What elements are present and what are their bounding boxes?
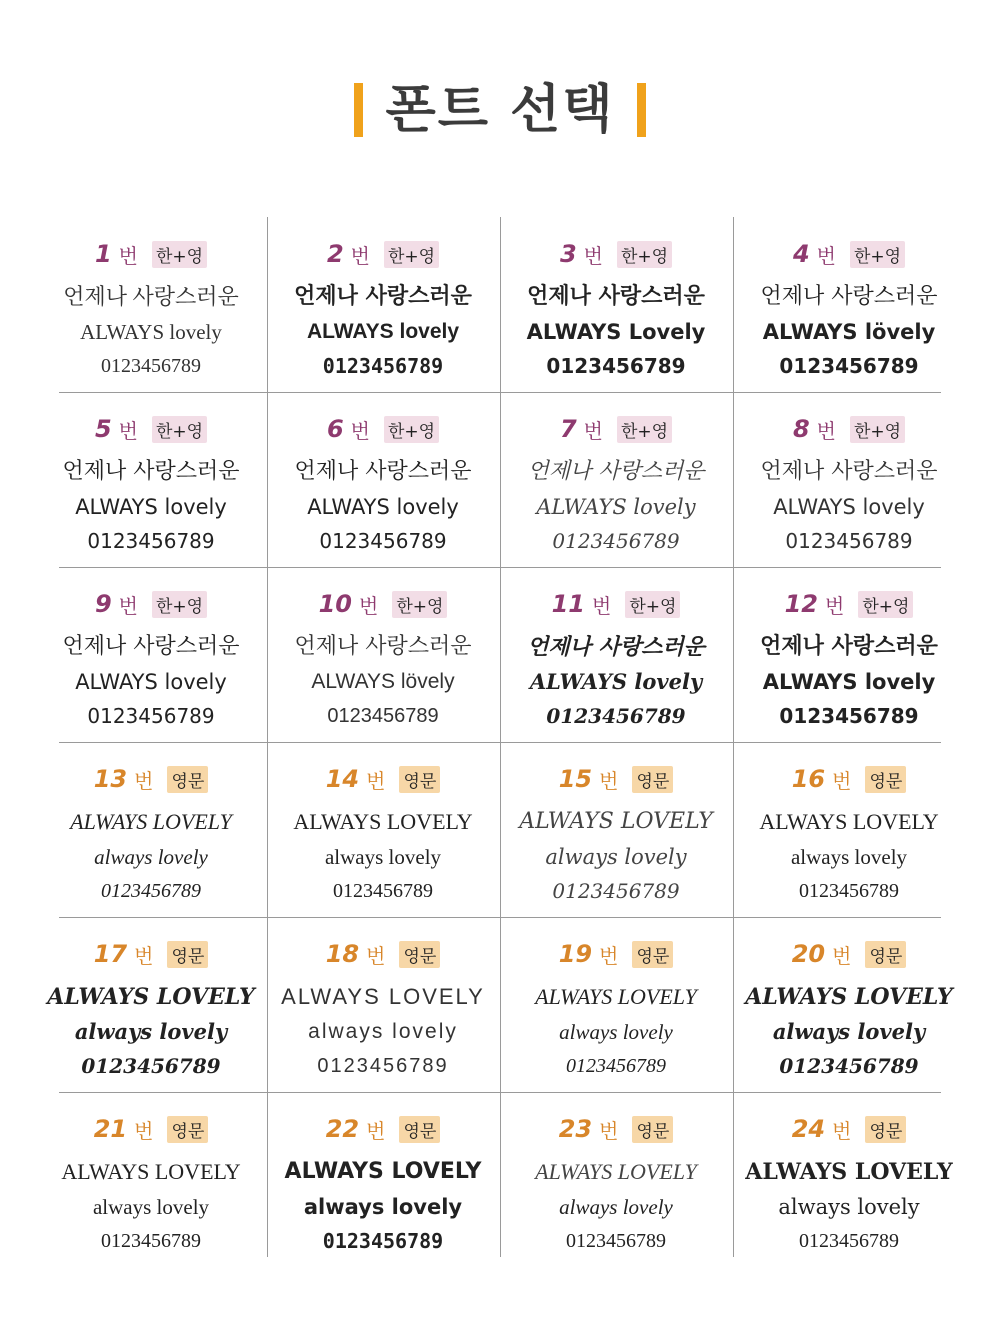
sample-line-2: always lovely xyxy=(559,1020,673,1044)
column-divider xyxy=(733,217,734,1257)
font-option-17[interactable] xyxy=(35,917,267,1092)
font-number-unit: 번 xyxy=(118,593,138,618)
sample-line-2: always lovely xyxy=(772,1019,926,1044)
sample-line-3: 0123456789 xyxy=(87,704,215,728)
sample-line-1: ALWAYS LOVELY xyxy=(519,809,713,834)
font-type-badge: 영문 xyxy=(632,766,673,793)
font-option-19[interactable] xyxy=(500,917,732,1092)
sample-line-1: ALWAYS LOVELY xyxy=(535,1159,697,1184)
font-option-14[interactable] xyxy=(267,742,499,917)
font-number: 21 xyxy=(93,1115,128,1143)
font-type-badge: 영문 xyxy=(399,766,440,793)
font-type-badge: 영문 xyxy=(399,941,440,968)
font-number: 11 xyxy=(551,590,585,618)
font-option-header xyxy=(327,239,439,269)
font-number: 14 xyxy=(325,765,360,793)
font-number-unit: 번 xyxy=(583,243,603,268)
font-number: 18 xyxy=(325,940,360,968)
font-option-1[interactable] xyxy=(35,217,267,392)
sample-line-1: 언제나 사랑스러운 xyxy=(527,634,705,660)
sample-line-3: 0123456789 xyxy=(552,529,680,553)
sample-line-1: 언제나 사랑스러운 xyxy=(527,459,705,484)
font-option-header xyxy=(94,939,209,969)
font-type-badge: 한+영 xyxy=(152,591,207,618)
font-number: 22 xyxy=(325,1115,360,1143)
font-number: 15 xyxy=(558,765,593,793)
sample-line-2: always lovely xyxy=(303,1195,463,1219)
font-number: 19 xyxy=(558,940,593,968)
font-type-badge: 한+영 xyxy=(858,591,913,618)
sample-line-1: 언제나 사랑스러운 xyxy=(760,634,938,659)
sample-line-3: 0123456789 xyxy=(319,529,447,553)
sample-line-3: 0123456789 xyxy=(566,1230,666,1252)
font-number-unit: 번 xyxy=(832,943,852,968)
font-option-10[interactable] xyxy=(267,567,499,742)
sample-line-3: 0123456789 xyxy=(322,1229,444,1253)
sample-line-2: ALWAYS lovely xyxy=(75,670,227,694)
sample-line-1: ALWAYS LOVELY xyxy=(745,1159,953,1185)
font-option-header xyxy=(552,589,681,619)
sample-line-1: 언제나 사랑스러운 xyxy=(62,459,240,484)
sample-line-3: 0123456789 xyxy=(327,705,439,727)
font-number: 17 xyxy=(93,940,128,968)
font-option-13[interactable] xyxy=(35,742,267,917)
font-number: 1 xyxy=(94,240,112,268)
sample-line-3: 0123456789 xyxy=(779,354,919,378)
font-number: 3 xyxy=(559,240,577,268)
sample-line-1: ALWAYS LOVELY xyxy=(47,984,255,1010)
font-option-header xyxy=(792,1114,907,1144)
font-type-badge: 한+영 xyxy=(617,416,672,443)
font-option-4[interactable] xyxy=(733,217,965,392)
sample-line-1: ALWAYS LOVELY xyxy=(61,1159,241,1184)
sample-line-2: always lovely xyxy=(790,845,908,869)
font-number-unit: 번 xyxy=(118,243,138,268)
sample-line-3: 0123456789 xyxy=(779,704,919,728)
font-number-unit: 번 xyxy=(366,1118,386,1143)
font-type-badge: 영문 xyxy=(632,1116,673,1143)
sample-line-3: 0123456789 xyxy=(101,880,201,902)
font-number-unit: 번 xyxy=(350,243,370,268)
font-type-badge: 한+영 xyxy=(152,416,207,443)
font-option-6[interactable] xyxy=(267,392,499,567)
font-number-unit: 번 xyxy=(824,593,845,618)
font-option-header xyxy=(95,589,207,619)
font-number: 24 xyxy=(791,1115,826,1143)
sample-line-2: ALWAYS lovely xyxy=(306,320,460,343)
font-number-unit: 번 xyxy=(832,768,852,793)
sample-line-3: 0123456789 xyxy=(322,354,444,378)
font-type-badge: 영문 xyxy=(167,941,208,968)
sample-line-3: 0123456789 xyxy=(566,1055,666,1077)
page-header xyxy=(0,80,1000,140)
row-divider xyxy=(59,1092,941,1093)
font-number: 16 xyxy=(791,765,826,793)
font-number-unit: 번 xyxy=(134,768,154,793)
font-option-header xyxy=(95,414,207,444)
sample-line-2: always lovely xyxy=(778,1195,920,1219)
font-number: 10 xyxy=(318,590,352,618)
font-option-15[interactable] xyxy=(500,742,732,917)
font-grid xyxy=(35,217,953,1257)
font-option-12[interactable] xyxy=(733,567,965,742)
sample-line-3: 0123456789 xyxy=(799,880,899,902)
font-option-21[interactable] xyxy=(35,1092,267,1267)
row-divider xyxy=(59,742,941,743)
sample-line-2: always lovely xyxy=(308,1020,458,1043)
sample-line-1: 언제나 사랑스러운 xyxy=(63,284,239,309)
font-option-header xyxy=(559,764,674,794)
font-number-unit: 번 xyxy=(599,768,619,793)
sample-line-1: 언제나 사랑스러운 xyxy=(760,284,938,309)
sample-line-1: 언제나 사랑스러운 xyxy=(760,459,938,484)
sample-line-2: always lovely xyxy=(324,845,442,869)
font-type-badge: 한+영 xyxy=(392,591,447,618)
font-number: 20 xyxy=(791,940,826,968)
font-number: 2 xyxy=(326,240,344,268)
font-option-header xyxy=(94,764,209,794)
font-number: 12 xyxy=(784,590,818,618)
sample-line-1: ALWAYS LOVELY xyxy=(284,1159,482,1184)
font-option-header xyxy=(326,939,441,969)
sample-line-2: always lovely xyxy=(559,1195,673,1219)
font-number-unit: 번 xyxy=(583,418,603,443)
sample-line-3: 0123456789 xyxy=(779,1054,919,1078)
font-option-9[interactable] xyxy=(35,567,267,742)
sample-line-3: 0123456789 xyxy=(101,355,201,377)
row-divider xyxy=(59,567,941,568)
sample-line-1: ALWAYS LOVELY xyxy=(293,809,473,834)
font-option-header xyxy=(559,939,674,969)
sample-line-3: 0123456789 xyxy=(317,1055,449,1077)
font-type-badge: 영문 xyxy=(865,1116,906,1143)
sample-line-1: ALWAYS LOVELY xyxy=(535,984,697,1009)
font-number-unit: 번 xyxy=(134,1118,154,1143)
font-type-badge: 한+영 xyxy=(625,591,680,618)
font-type-badge: 한+영 xyxy=(617,241,672,268)
sample-line-2: always lovely xyxy=(545,845,687,869)
font-option-8[interactable] xyxy=(733,392,965,567)
font-number-unit: 번 xyxy=(816,243,836,268)
font-type-badge: 한+영 xyxy=(850,241,905,268)
font-type-badge: 한+영 xyxy=(152,241,207,268)
font-number-unit: 번 xyxy=(599,1118,619,1143)
font-number-unit: 번 xyxy=(366,768,386,793)
font-option-3[interactable] xyxy=(500,217,732,392)
sample-line-3: 0123456789 xyxy=(785,529,913,553)
font-option-header xyxy=(792,939,907,969)
font-option-header xyxy=(793,414,905,444)
sample-line-2: ALWAYS Lovely xyxy=(526,320,706,344)
column-divider xyxy=(500,217,501,1257)
sample-line-1: 언제나 사랑스러운 xyxy=(294,634,472,659)
font-option-7[interactable] xyxy=(500,392,732,567)
font-number-unit: 번 xyxy=(591,593,612,618)
sample-line-3: 0123456789 xyxy=(87,529,215,553)
sample-line-1: 언제나 사랑스러운 xyxy=(294,459,472,484)
font-number-unit: 번 xyxy=(599,943,619,968)
font-type-badge: 영문 xyxy=(167,1116,208,1143)
font-number: 13 xyxy=(93,765,128,793)
row-divider xyxy=(59,392,941,393)
font-number-unit: 번 xyxy=(118,418,138,443)
font-option-header xyxy=(95,239,207,269)
font-number-unit: 번 xyxy=(816,418,836,443)
font-number: 6 xyxy=(326,415,344,443)
font-option-header xyxy=(559,1114,674,1144)
font-number: 7 xyxy=(559,415,577,443)
column-divider xyxy=(267,217,268,1257)
font-option-11[interactable] xyxy=(500,567,732,742)
sample-line-2: always lovely xyxy=(74,1019,228,1044)
sample-line-1: ALWAYS LOVELY xyxy=(281,984,485,1009)
font-number-unit: 번 xyxy=(134,943,154,968)
sample-line-2: ALWAYS lovely xyxy=(80,320,222,344)
title-accent-bar-right xyxy=(637,83,646,137)
sample-line-2: ALWAYS lövely xyxy=(311,670,455,693)
font-option-23[interactable] xyxy=(500,1092,732,1267)
sample-line-2: ALWAYS lovely xyxy=(529,669,703,694)
sample-line-1: ALWAYS LOVELY xyxy=(745,984,953,1010)
sample-line-2: ALWAYS lövely xyxy=(762,320,936,344)
sample-line-2: ALWAYS lovely xyxy=(536,495,696,519)
font-number-unit: 번 xyxy=(832,1118,852,1143)
sample-line-3: 0123456789 xyxy=(101,1230,201,1252)
font-option-2[interactable] xyxy=(267,217,499,392)
font-option-18[interactable] xyxy=(267,917,499,1092)
font-type-badge: 한+영 xyxy=(384,241,439,268)
sample-line-3: 0123456789 xyxy=(81,1054,221,1078)
font-option-22[interactable] xyxy=(267,1092,499,1267)
font-option-16[interactable] xyxy=(733,742,965,917)
sample-line-2: ALWAYS lovely xyxy=(762,670,936,694)
font-option-header xyxy=(326,764,441,794)
font-number: 4 xyxy=(792,240,810,268)
font-number-unit: 번 xyxy=(366,943,386,968)
font-number: 5 xyxy=(94,415,112,443)
font-type-badge: 한+영 xyxy=(384,416,439,443)
font-option-header xyxy=(793,239,905,269)
sample-line-1: 언제나 사랑스러운 xyxy=(294,284,472,309)
sample-line-3: 0123456789 xyxy=(546,354,686,378)
sample-line-1: 언제나 사랑스러운 xyxy=(62,634,240,659)
sample-line-3: 0123456789 xyxy=(799,1230,899,1252)
sample-line-3: 0123456789 xyxy=(333,880,433,902)
sample-line-2: always lovely xyxy=(94,845,208,869)
font-number: 8 xyxy=(792,415,810,443)
font-option-5[interactable] xyxy=(35,392,267,567)
font-type-badge: 한+영 xyxy=(850,416,905,443)
font-type-badge: 영문 xyxy=(399,1116,440,1143)
sample-line-2: ALWAYS lovely xyxy=(307,495,459,519)
sample-line-1: 언제나 사랑스러운 xyxy=(527,284,705,309)
font-option-20[interactable] xyxy=(733,917,965,1092)
row-divider xyxy=(59,917,941,918)
sample-line-2: ALWAYS lovely xyxy=(75,495,227,519)
font-number: 23 xyxy=(558,1115,593,1143)
font-number: 9 xyxy=(94,590,112,618)
font-option-header xyxy=(560,414,672,444)
font-option-header xyxy=(560,239,672,269)
font-option-header xyxy=(319,589,448,619)
font-option-header xyxy=(327,414,439,444)
font-option-header xyxy=(792,764,907,794)
font-type-badge: 영문 xyxy=(632,941,673,968)
sample-line-2: ALWAYS lovely xyxy=(773,495,925,519)
font-number-unit: 번 xyxy=(350,418,370,443)
sample-line-3: 0123456789 xyxy=(552,879,680,903)
font-option-header xyxy=(326,1114,441,1144)
sample-line-2: always lovely xyxy=(92,1195,210,1219)
sample-line-1: ALWAYS LOVELY xyxy=(759,809,939,834)
font-type-badge: 영문 xyxy=(167,766,208,793)
page-title: 폰트 선택 xyxy=(385,80,615,140)
font-type-badge: 영문 xyxy=(865,766,906,793)
sample-line-3: 0123456789 xyxy=(546,704,686,728)
sample-line-1: ALWAYS LOVELY xyxy=(70,809,232,834)
font-option-header xyxy=(785,589,914,619)
font-number-unit: 번 xyxy=(358,593,379,618)
font-option-header xyxy=(94,1114,209,1144)
font-option-24[interactable] xyxy=(733,1092,965,1267)
title-accent-bar-left xyxy=(354,83,363,137)
font-type-badge: 영문 xyxy=(865,941,906,968)
